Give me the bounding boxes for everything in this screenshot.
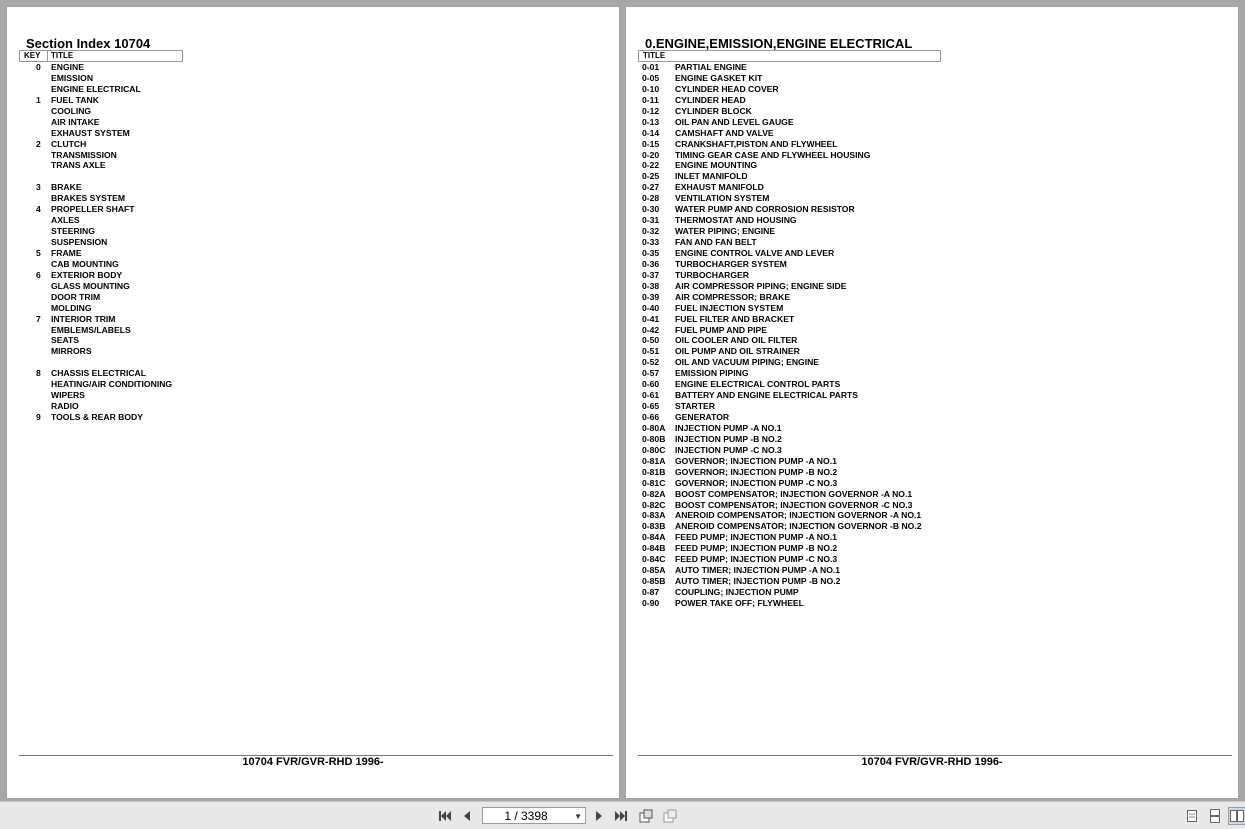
first-page-icon[interactable] [436, 807, 454, 825]
single-page-view-icon[interactable] [1183, 807, 1201, 825]
item-title: FUEL PUMP AND PIPE [675, 324, 768, 335]
list-item[interactable] [642, 521, 1062, 532]
item-title: INLET MANIFOLD [675, 171, 748, 182]
list-item[interactable] [642, 587, 1062, 598]
list-item[interactable] [19, 171, 319, 182]
item-title: FEED PUMP; INJECTION PUMP -C NO.3 [675, 554, 838, 565]
list-item[interactable] [642, 303, 1062, 314]
item-key: 5 [36, 247, 41, 258]
list-item[interactable] [642, 84, 1062, 95]
item-title: GOVERNOR; INJECTION PUMP -A NO.1 [675, 455, 837, 466]
item-title: BRAKES SYSTEM [51, 193, 126, 204]
item-key: 0-20 [642, 149, 660, 160]
list-item[interactable] [19, 95, 319, 106]
item-key: 0-84C [642, 554, 666, 565]
list-item[interactable] [642, 62, 1062, 73]
list-item[interactable] [19, 292, 319, 303]
item-title: BOOST COMPENSATOR; INJECTION GOVERNOR -C NO.3 [675, 499, 913, 510]
item-title: COOLING [51, 105, 92, 116]
item-key: 0-15 [642, 138, 660, 149]
item-title: TURBOCHARGER SYSTEM [675, 258, 787, 269]
next-page-icon[interactable] [590, 807, 608, 825]
list-item[interactable] [642, 292, 1062, 303]
list-item[interactable] [642, 270, 1062, 281]
list-item[interactable] [19, 237, 319, 248]
item-title: ANEROID COMPENSATOR; INJECTION GOVERNOR -B NO.2 [675, 521, 922, 532]
list-item[interactable] [19, 335, 319, 346]
item-key: 4 [36, 204, 41, 215]
list-item[interactable] [642, 215, 1062, 226]
header-key: KEY [24, 51, 41, 60]
list-item[interactable] [19, 226, 319, 237]
item-title: TIMING GEAR CASE AND FLYWHEEL HOUSING [675, 149, 871, 160]
item-title: CLUTCH [51, 138, 87, 149]
list-item[interactable] [642, 182, 1062, 193]
list-item[interactable] [642, 565, 1062, 576]
item-key: 1 [36, 94, 41, 105]
list-item[interactable] [642, 314, 1062, 325]
list-item[interactable] [642, 160, 1062, 171]
item-key: 0-80B [642, 433, 666, 444]
item-key: 0-82C [642, 499, 666, 510]
item-title: HEATING/AIR CONDITIONING [51, 379, 173, 390]
item-title: THERMOSTAT AND HOUSING [675, 215, 797, 226]
list-item[interactable] [642, 281, 1062, 292]
list-item[interactable] [642, 390, 1062, 401]
item-title: AIR INTAKE [51, 116, 100, 127]
item-key: 8 [36, 368, 41, 379]
item-title: CYLINDER HEAD [675, 94, 746, 105]
item-title: GENERATOR [675, 412, 730, 422]
list-item[interactable] [19, 259, 319, 270]
item-title: GOVERNOR; INJECTION PUMP -B NO.2 [675, 466, 838, 477]
item-title: WATER PUMP AND CORROSION RESISTOR [675, 204, 855, 215]
item-key: 0-35 [642, 247, 660, 258]
item-key: 0-28 [642, 193, 660, 204]
rotate-icon[interactable] [637, 807, 655, 825]
item-key: 0-42 [642, 324, 660, 335]
index-list [19, 62, 319, 423]
viewer-toolbar [0, 801, 1245, 829]
item-title: FRAME [51, 247, 82, 258]
list-item[interactable] [642, 150, 1062, 161]
item-title: EMISSION PIPING [675, 368, 749, 379]
item-key: 2 [36, 138, 41, 149]
item-title: ENGINE MOUNTING [675, 160, 758, 171]
item-title: ANEROID COMPENSATOR; INJECTION GOVERNOR -A NO.1 [675, 510, 922, 521]
item-title: STARTER [675, 401, 715, 412]
list-item[interactable] [642, 368, 1062, 379]
item-title: INTERIOR TRIM [51, 313, 116, 324]
header-title: TITLE [51, 51, 74, 60]
item-title: GLASS MOUNTING [51, 280, 130, 291]
prev-page-icon[interactable] [458, 807, 476, 825]
item-title: ENGINE [51, 62, 84, 72]
item-title: CYLINDER HEAD COVER [675, 83, 779, 94]
list-item[interactable] [19, 368, 319, 379]
item-title: CAMSHAFT AND VALVE [675, 127, 774, 138]
item-key: 0-25 [642, 171, 660, 182]
list-item[interactable] [19, 215, 319, 226]
continuous-view-icon[interactable] [1206, 807, 1224, 825]
list-item[interactable] [19, 106, 319, 117]
item-title: CRANKSHAFT,PISTON AND FLYWHEEL [675, 138, 838, 149]
list-item[interactable] [19, 62, 319, 73]
item-key: 0-66 [642, 412, 660, 422]
item-key: 0-85A [642, 565, 666, 576]
index-list [642, 62, 1062, 609]
item-key: 0-38 [642, 280, 660, 291]
item-key: 0-80C [642, 444, 666, 455]
item-title: BRAKE [51, 182, 82, 193]
list-item[interactable] [642, 598, 1062, 609]
item-key: 0-52 [642, 357, 660, 368]
list-item[interactable] [19, 193, 319, 204]
item-title: FUEL INJECTION SYSTEM [675, 302, 784, 313]
list-item[interactable] [642, 139, 1062, 150]
item-key: 0-84A [642, 532, 666, 543]
item-title: FEED PUMP; INJECTION PUMP -A NO.1 [675, 532, 837, 543]
list-item[interactable] [19, 248, 319, 259]
item-key: 0-30 [642, 204, 660, 215]
list-item[interactable] [19, 117, 319, 128]
item-key: 0-60 [642, 379, 660, 390]
item-key: 0-27 [642, 182, 660, 193]
list-item[interactable] [642, 335, 1062, 346]
item-key: 0-32 [642, 226, 660, 237]
list-item[interactable] [642, 543, 1062, 554]
copy-icon[interactable] [661, 807, 679, 825]
list-item[interactable] [19, 412, 319, 423]
list-item[interactable] [642, 576, 1062, 587]
page-title: Section Index 10704 [26, 36, 151, 51]
item-key: 0-80A [642, 422, 666, 433]
list-item[interactable] [642, 248, 1062, 259]
chevron-down-icon[interactable]: ▼ [574, 812, 582, 821]
list-item[interactable] [19, 303, 319, 314]
list-item[interactable] [642, 379, 1062, 390]
list-item[interactable] [642, 510, 1062, 521]
item-key: 0-01 [642, 62, 660, 72]
header-title: TITLE [643, 51, 666, 60]
list-item[interactable] [642, 346, 1062, 357]
item-title: OIL PAN AND LEVEL GAUGE [675, 116, 794, 127]
list-item[interactable] [642, 500, 1062, 511]
item-title: TRANS AXLE [51, 160, 106, 171]
two-page-view-icon[interactable] [1228, 807, 1245, 825]
item-title: TRANSMISSION [51, 149, 117, 160]
list-item[interactable] [642, 445, 1062, 456]
list-item[interactable] [642, 434, 1062, 445]
page-footer: 10704 FVR/GVR-RHD 1996- [242, 756, 384, 768]
page-footer: 10704 FVR/GVR-RHD 1996- [861, 756, 1003, 768]
list-item[interactable] [642, 73, 1062, 84]
item-title: AIR COMPRESSOR PIPING; ENGINE SIDE [675, 280, 847, 291]
item-title: GOVERNOR; INJECTION PUMP -C NO.3 [675, 477, 838, 488]
item-key: 0-87 [642, 587, 660, 597]
item-title: ENGINE ELECTRICAL [51, 83, 141, 94]
list-item[interactable] [642, 226, 1062, 237]
item-key: 0-33 [642, 237, 660, 247]
list-item[interactable] [642, 478, 1062, 489]
item-title: EMBLEMS/LABELS [51, 324, 131, 335]
list-item[interactable] [642, 401, 1062, 412]
list-item[interactable] [19, 150, 319, 161]
item-title: EMISSION [51, 72, 94, 83]
item-title: BOOST COMPENSATOR; INJECTION GOVERNOR -A NO.1 [675, 488, 913, 499]
item-key: 0-14 [642, 127, 660, 138]
item-key: 0-81A [642, 455, 666, 466]
list-item[interactable] [19, 128, 319, 139]
list-item[interactable] [642, 456, 1062, 467]
left-page [7, 7, 619, 798]
item-key: 0-40 [642, 302, 660, 313]
list-item[interactable] [19, 325, 319, 336]
list-item[interactable] [642, 171, 1062, 182]
item-title: RADIO [51, 401, 79, 412]
item-key: 6 [36, 269, 41, 280]
item-key: 7 [36, 313, 41, 324]
list-item[interactable] [19, 401, 319, 412]
list-item[interactable] [19, 314, 319, 325]
item-title: EXTERIOR BODY [51, 269, 123, 280]
list-item[interactable] [642, 95, 1062, 106]
item-key: 0-41 [642, 313, 660, 324]
list-item[interactable] [642, 554, 1062, 565]
item-title: WIPERS [51, 390, 85, 401]
page-indicator: 1 / 3398 [504, 809, 548, 823]
page-number-input[interactable] [482, 807, 586, 824]
list-item[interactable] [642, 532, 1062, 543]
item-key: 3 [36, 182, 41, 193]
list-item[interactable] [642, 117, 1062, 128]
item-title: CAB MOUNTING [51, 258, 119, 269]
item-title: AUTO TIMER; INJECTION PUMP -A NO.1 [675, 565, 841, 576]
list-item[interactable] [642, 237, 1062, 248]
item-title: POWER TAKE OFF; FLYWHEEL [675, 597, 804, 608]
item-title: OIL AND VACUUM PIPING; ENGINE [675, 357, 820, 368]
item-title: SUSPENSION [51, 237, 108, 247]
list-item[interactable] [19, 390, 319, 401]
item-title: PROPELLER SHAFT [51, 204, 135, 215]
item-key: 0-84B [642, 543, 666, 554]
item-title: TURBOCHARGER [675, 269, 749, 280]
item-title: ENGINE ELECTRICAL CONTROL PARTS [675, 379, 841, 390]
item-key: 0-12 [642, 105, 660, 116]
item-title: FAN AND FAN BELT [675, 237, 757, 247]
item-title: MIRRORS [51, 346, 92, 357]
list-item[interactable] [642, 357, 1062, 368]
list-item[interactable] [19, 379, 319, 390]
item-title: ENGINE GASKET KIT [675, 72, 763, 83]
right-page [626, 7, 1238, 798]
item-title: FEED PUMP; INJECTION PUMP -B NO.2 [675, 543, 838, 554]
item-key: 0-85B [642, 576, 666, 587]
item-key: 0-61 [642, 390, 660, 401]
list-item[interactable] [642, 412, 1062, 423]
item-title: EXHAUST MANIFOLD [675, 182, 764, 193]
item-key: 0-37 [642, 269, 660, 280]
item-key: 0-10 [642, 83, 660, 94]
item-title: COUPLING; INJECTION PUMP [675, 587, 799, 597]
list-item[interactable] [19, 346, 319, 357]
table-header [19, 50, 183, 62]
list-item[interactable] [642, 106, 1062, 117]
item-key: 0-39 [642, 291, 660, 302]
list-item[interactable] [19, 281, 319, 292]
item-key: 0-36 [642, 258, 660, 269]
item-key: 0-51 [642, 346, 660, 357]
item-key: 0-81C [642, 477, 666, 488]
list-item[interactable] [642, 259, 1062, 270]
item-title: INJECTION PUMP -B NO.2 [675, 433, 782, 444]
item-key: 9 [36, 412, 41, 422]
item-key: 0-13 [642, 116, 660, 127]
list-item[interactable] [642, 467, 1062, 478]
item-key: 0-11 [642, 94, 659, 105]
list-item[interactable] [19, 270, 319, 281]
item-title: OIL COOLER AND OIL FILTER [675, 335, 798, 346]
item-title: DOOR TRIM [51, 291, 101, 302]
item-title: BATTERY AND ENGINE ELECTRICAL PARTS [675, 390, 859, 401]
item-title: ENGINE CONTROL VALVE AND LEVER [675, 247, 835, 258]
item-title: AXLES [51, 215, 80, 226]
list-item[interactable] [19, 139, 319, 150]
list-item[interactable] [19, 182, 319, 193]
item-title: CYLINDER BLOCK [675, 105, 752, 116]
list-item[interactable] [642, 423, 1062, 434]
last-page-icon[interactable] [612, 807, 630, 825]
list-item[interactable] [642, 325, 1062, 336]
item-title: TOOLS & REAR BODY [51, 412, 143, 422]
item-key: 0-90 [642, 597, 660, 608]
list-item[interactable] [642, 489, 1062, 500]
item-title: EXHAUST SYSTEM [51, 127, 130, 138]
item-key: 0-82A [642, 488, 666, 499]
item-title: INJECTION PUMP -C NO.3 [675, 444, 782, 455]
table-header [638, 50, 941, 62]
list-item[interactable] [19, 160, 319, 171]
item-key: 0-05 [642, 72, 660, 83]
item-title: SEATS [51, 335, 80, 346]
list-item[interactable] [19, 84, 319, 95]
list-item[interactable] [642, 193, 1062, 204]
list-item[interactable] [19, 73, 319, 84]
item-title: OIL PUMP AND OIL STRAINER [675, 346, 800, 357]
item-title: AIR COMPRESSOR; BRAKE [675, 291, 791, 302]
item-key: 0-83A [642, 510, 666, 521]
list-item[interactable] [642, 128, 1062, 139]
item-title: CHASSIS ELECTRICAL [51, 368, 147, 379]
item-key: 0-57 [642, 368, 660, 379]
item-title: INJECTION PUMP -A NO.1 [675, 422, 782, 433]
item-title: AUTO TIMER; INJECTION PUMP -B NO.2 [675, 576, 841, 587]
item-key: 0-31 [642, 215, 660, 226]
item-key: 0-83B [642, 521, 666, 532]
item-title: VENTILATION SYSTEM [675, 193, 770, 204]
item-key: 0 [36, 62, 41, 72]
item-title: FUEL TANK [51, 94, 99, 105]
list-item[interactable] [642, 204, 1062, 215]
item-key: 0-22 [642, 160, 660, 171]
item-key: 0-50 [642, 335, 660, 346]
item-key: 0-81B [642, 466, 666, 477]
item-title: STEERING [51, 226, 95, 237]
item-key: 0-65 [642, 401, 660, 412]
item-title: WATER PIPING; ENGINE [675, 226, 776, 237]
list-item[interactable] [19, 357, 319, 368]
item-title: MOLDING [51, 302, 92, 313]
list-item[interactable] [19, 204, 319, 215]
item-title: PARTIAL ENGINE [675, 62, 747, 72]
page-title: 0.ENGINE,EMISSION,ENGINE ELECTRICAL [645, 36, 913, 51]
item-title: FUEL FILTER AND BRACKET [675, 313, 795, 324]
